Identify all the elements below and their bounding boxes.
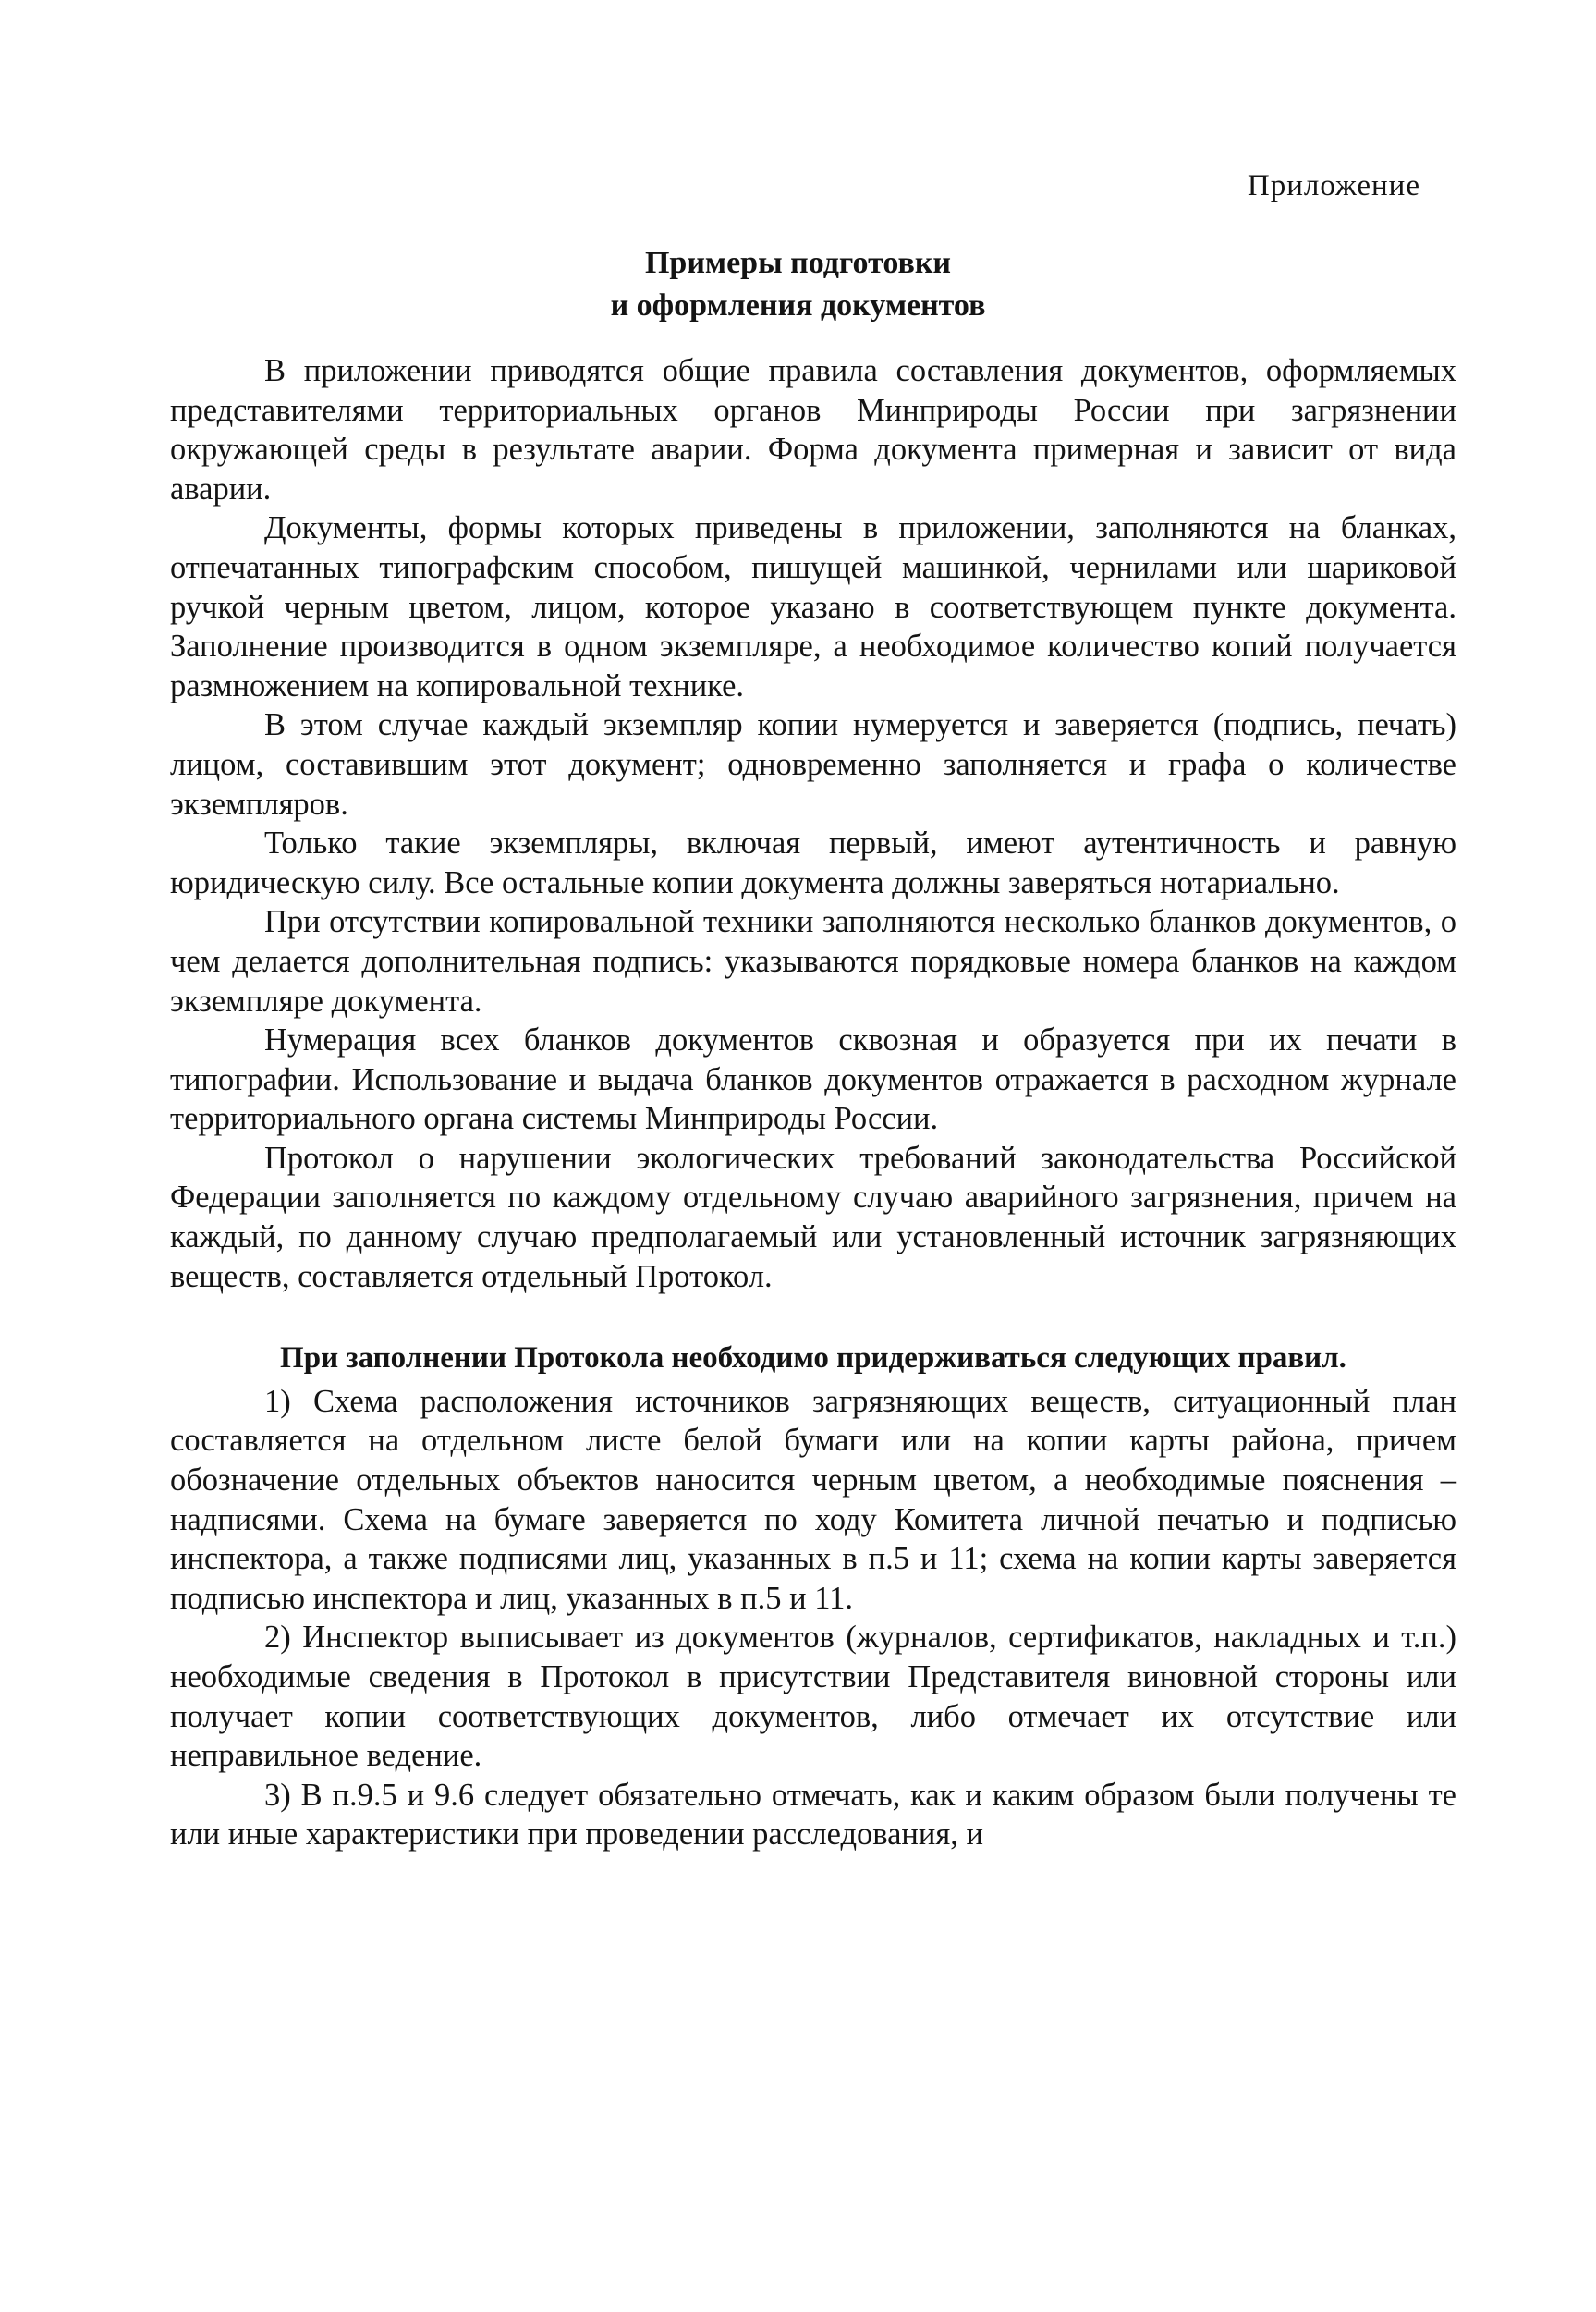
rule-item: 1) Схема расположения источников загрязняющих веществ, ситуационный план составляется на отдельном листе белой бумаги или на копии карты района, причем обозначение отдельных объектов наносится черным цветом, а необходимые пояснения – надписями. Схема на бумаге заверяется по ходу Комитета личной печатью и подписью инспектора, а также подписями лиц, указанных в п.5 и 11; схема на копии карты заверяется подписью инспектора и лиц, указанных в п.5 и 11. bbox=[170, 1383, 1456, 1616]
rule-item: 2) Инспектор выписывает из документов (журналов, сертификатов, накладных и т.п.) необходимые сведения в Протокол в присутствии Представителя виновной стороны или получает копии соответствующих документов, либо отмечает их отсутствие или неправильное ведение. bbox=[170, 1620, 1456, 1774]
paragraph: В этом случае каждый экземпляр копии нумеруется и заверяется (подпись, печать) лицом, составившим этот документ; одновременно заполняется и графа о количестве экземпляров. bbox=[170, 707, 1456, 822]
rule-item: 3) В п.9.5 и 9.6 следует обязательно отмечать, как и каким образом были получены те или иные характеристики при проведении расследования, и bbox=[170, 1777, 1456, 1853]
document-title bbox=[0, 242, 1596, 327]
paragraph: В приложении приводятся общие правила составления документов, оформляемых представителями территориальных органов Минприроды России при загрязнении окружающей среды в результате аварии. Форма документа примерная и зависит от вида аварии. bbox=[170, 353, 1456, 507]
appendix-label: Приложение bbox=[1247, 169, 1420, 202]
title-line-1: Примеры подготовки bbox=[644, 246, 952, 280]
document-body bbox=[170, 351, 1456, 1854]
paragraph: Протокол о нарушении экологических требований законодательства Российской Федерации заполняется по каждому отдельному случаю аварийного загрязнения, причем на каждый, по данному случаю предполагаемый или установленный источник загрязняющих веществ, составляется отдельный Протокол. bbox=[170, 1140, 1456, 1294]
paragraph: Документы, формы которых приведены в приложении, заполняются на бланках, отпечатанных типографским способом, пишущей машинкой, чернилами или шариковой ручкой черным цветом, лицом, которое указано в соответствующем пункте документа. Заполнение производится в одном экземпляре, а необходимое количество копий получается размножением на копировальной технике. bbox=[170, 510, 1456, 703]
paragraph: Только такие экземпляры, включая первый, имеют аутентичность и равную юридическую силу. Все остальные копии документа должны заверяться нотариально. bbox=[170, 826, 1456, 900]
paragraph: При отсутствии копировальной техники заполняются несколько бланков документов, о чем делается дополнительная подпись: указываются порядковые номера бланков на каждом экземпляре документа. bbox=[170, 904, 1456, 1019]
paragraph: Нумерация всех бланков документов сквозная и образуется при их печати в типографии. Использование и выдача бланков документов отражается в расходном журнале территориального органа системы Минприроды России. bbox=[170, 1022, 1456, 1137]
rules-heading: При заполнении Протокола необходимо придерживаться следующих правил. bbox=[280, 1341, 1346, 1376]
title-line-2: и оформления документов bbox=[610, 288, 986, 323]
